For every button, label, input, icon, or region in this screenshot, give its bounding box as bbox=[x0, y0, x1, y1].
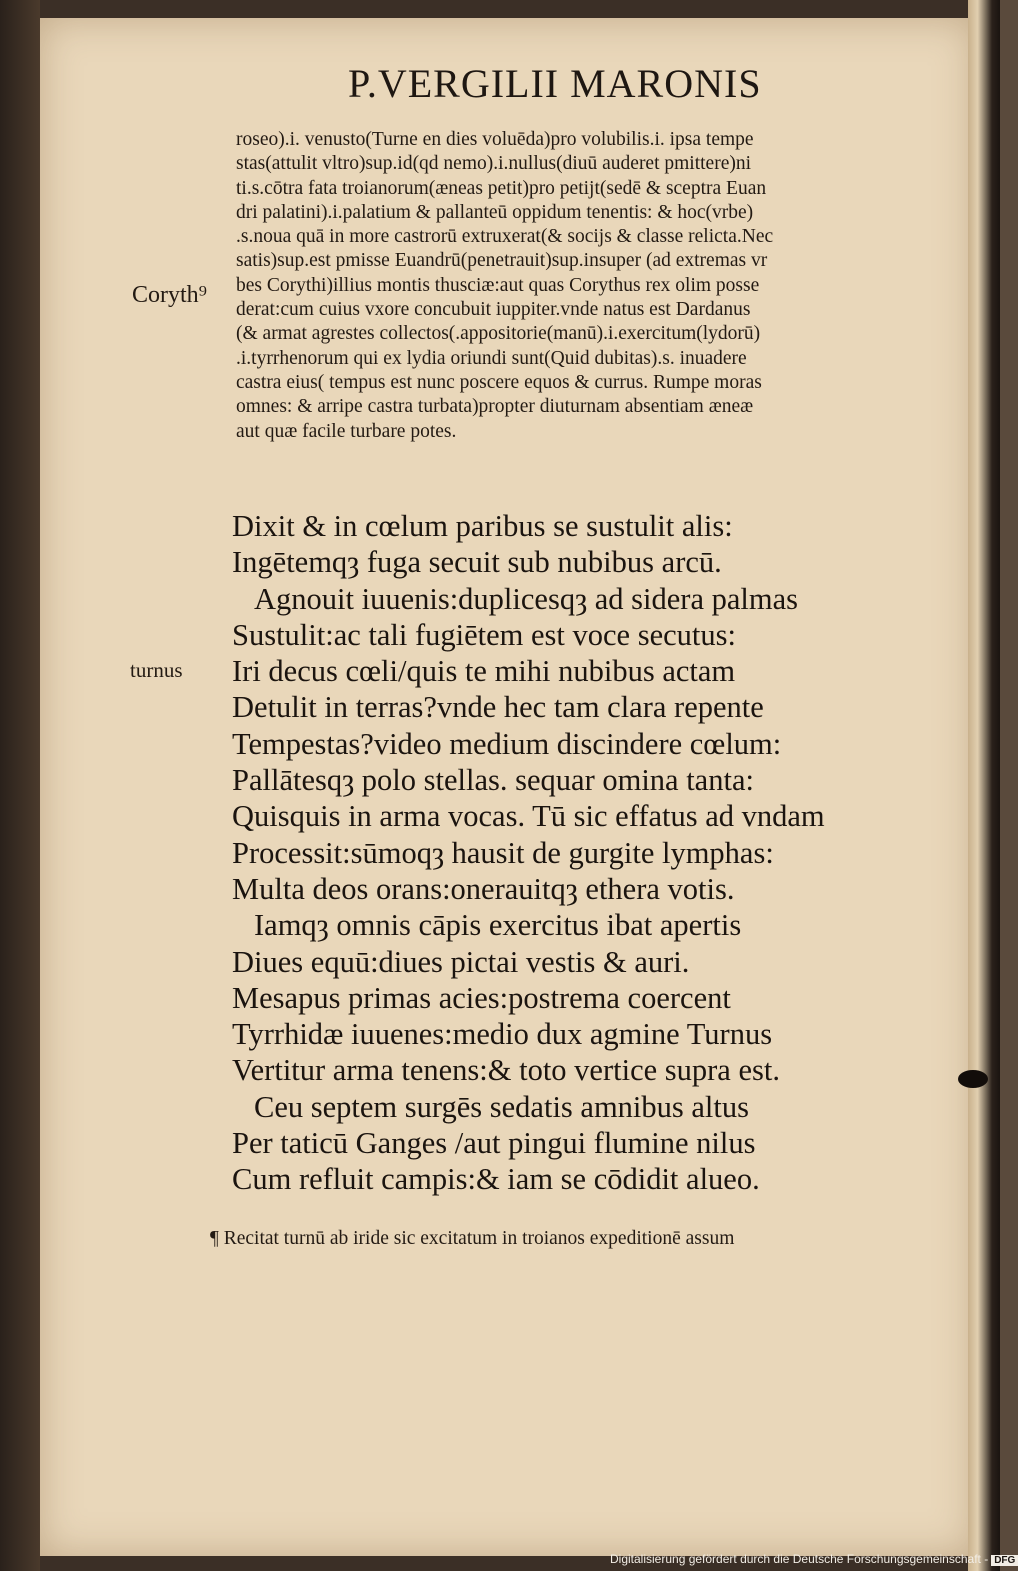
commentary-line: aut quæ facile turbare potes. bbox=[236, 420, 457, 442]
verse-line: Per taticū Ganges /aut pingui flumine nilus bbox=[232, 1126, 756, 1161]
digitization-credit bbox=[610, 1552, 1018, 1566]
verse-line: Dixit & in cœlum paribus se sustulit alis: bbox=[232, 509, 733, 543]
verse-line: Tyrrhidæ iuuenes:medio dux agmine Turnus bbox=[232, 1017, 773, 1052]
summary-note: ¶ Recitat turnū ab iride sic excitatum in troianos expeditionē assum bbox=[210, 1228, 735, 1249]
commentary-line: ti.s.cōtra fata troianorum(æneas petit)pro petijt(sedē & sceptra Euan bbox=[236, 177, 767, 199]
verse-block bbox=[232, 508, 952, 1198]
verse-line: Agnouit iuuenis:duplicesqȝ ad sidera palmas bbox=[254, 581, 798, 616]
commentary-line: dri palatini).i.palatium & pallanteū oppidum tenentis: & hoc(vrbe) bbox=[236, 201, 754, 223]
verse-line: Diues equū:diues pictai vestis & auri. bbox=[232, 944, 690, 979]
commentary-line: omnes: & arripe castra turbata)propter diuturnam absentiam æneæ bbox=[236, 396, 754, 418]
verse-line: Vertitur arma tenens:& toto vertice supra est. bbox=[232, 1053, 780, 1088]
commentary-line: stas(attulit vltro)sup.id(qd nemo).i.nullus(diuū auderet pmittere)ni bbox=[236, 153, 752, 175]
commentary-line: satis)sup.est pmisse Euandrū(penetrauit)sup.insuper (ad extremas vr bbox=[236, 250, 768, 272]
verse-line: Quisquis in arma vocas. Tū sic effatus ad vndam bbox=[232, 799, 825, 834]
verse-line: Ceu septem surgēs sedatis amnibus altus bbox=[254, 1089, 749, 1124]
commentary-line: .s.noua quā in more castrorū extruxerat(& socijs & classe relicta.Nec bbox=[236, 226, 774, 248]
commentary-line: (& armat agrestes collectos(.appositorie(manū).i.exercitum(lydorū) bbox=[236, 323, 761, 345]
commentary-line: bes Corythi)illius montis thusciæ:aut quas Corythus rex olim posse bbox=[236, 274, 760, 296]
verse-line: Iamqȝ omnis cāpis exercitus ibat apertis bbox=[254, 908, 742, 943]
dfg-logo-icon: DFG bbox=[991, 1555, 1018, 1566]
verse-line: Detulit in terras?vnde hec tam clara repente bbox=[232, 690, 764, 725]
commentary-line: derat:cum cuius vxore concubuit iuppiter.vnde natus est Dardanus bbox=[236, 299, 751, 321]
verse-line: Ingētemqȝ fuga secuit sub nubibus arcū. bbox=[232, 545, 722, 580]
commentary-line: roseo).i. venusto(Turne en dies voluēda)pro volubilis.i. ipsa tempe bbox=[236, 129, 754, 150]
commentary-block bbox=[236, 128, 956, 444]
commentary-line: castra eius( tempus est nunc poscere equos & currus. Rumpe moras bbox=[236, 371, 762, 393]
running-header: P.VERGILII MARONIS bbox=[348, 61, 762, 106]
verse-line: Tempestas?video medium discindere cœlum: bbox=[232, 726, 782, 761]
verse-line: Iri decus cœli/quis te mihi nubibus actam bbox=[232, 654, 736, 689]
left-book-edge bbox=[0, 0, 40, 1571]
commentary-line: .i.tyrrhenorum qui ex lydia oriundi sunt(Quid dubitas).s. inuadere bbox=[236, 347, 747, 369]
credit-text: Digitalisierung gefördert durch die Deutsche Forschungsgemeinschaft - bbox=[610, 1552, 989, 1566]
marginal-note-turnus: turnus bbox=[130, 658, 183, 682]
ink-blot bbox=[958, 1070, 988, 1088]
verse-line: Sustulit:ac tali fugiētem est voce secutus: bbox=[232, 617, 736, 652]
verse-line: Processit:sūmoqȝ hausit de gurgite lymphas: bbox=[232, 835, 774, 870]
marginal-note-corythus: Coryth⁹ bbox=[132, 282, 208, 308]
verse-line: Mesapus primas acies:postrema coercent bbox=[232, 980, 731, 1015]
verse-line: Multa deos orans:onerauitqȝ ethera votis. bbox=[232, 871, 735, 906]
right-page-edge bbox=[968, 0, 1000, 1571]
verse-line: Pallātesqȝ polo stellas. sequar omina tanta: bbox=[232, 763, 754, 798]
verse-line: Cum refluit campis:& iam se cōdidit alueo. bbox=[232, 1162, 760, 1197]
